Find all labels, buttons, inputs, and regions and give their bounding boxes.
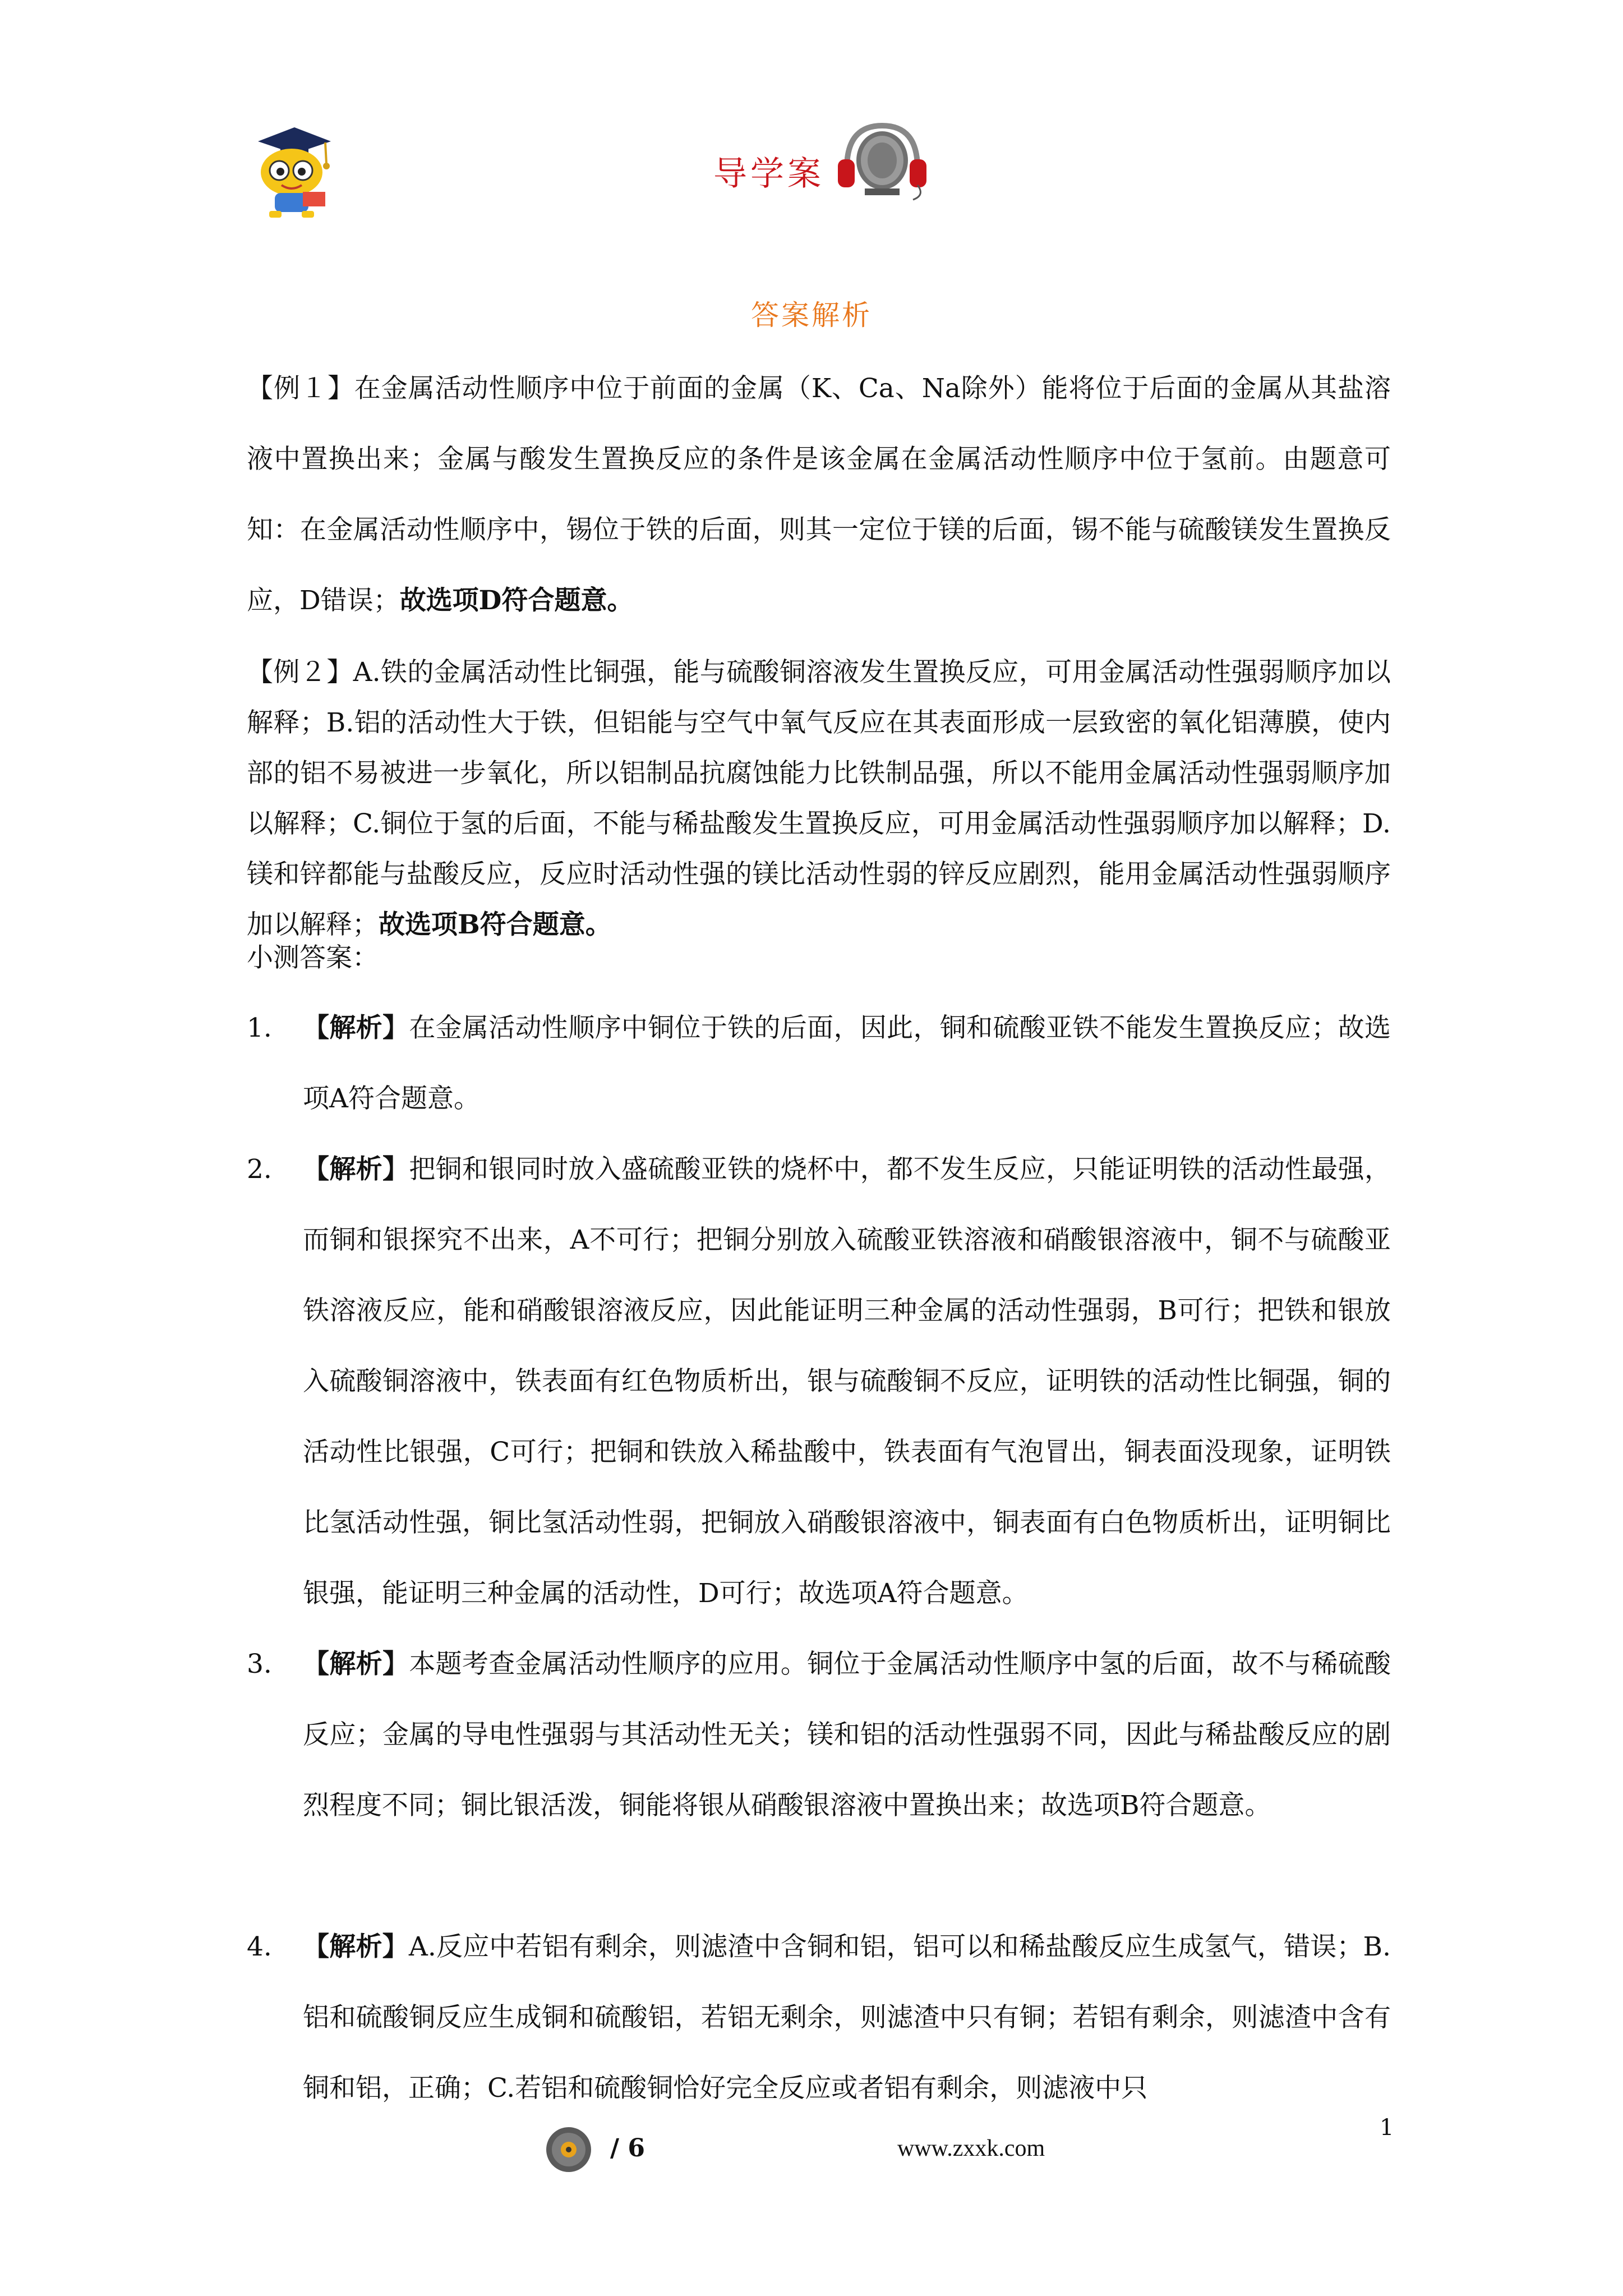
- answer-number: 3.: [247, 1649, 272, 1680]
- page-total: / 6: [610, 2134, 645, 2162]
- answer-item: [247, 993, 1391, 1134]
- quiz-answers-label: 小测答案：: [247, 942, 379, 973]
- footer-website: www.zxxk.com: [897, 2136, 1045, 2161]
- answer-number: 1.: [247, 1013, 272, 1043]
- answer-label: 【解析】: [303, 1013, 409, 1043]
- headphones-logo-icon: [834, 118, 930, 202]
- example-2-conclusion: 故选项B符合题意。: [379, 909, 612, 940]
- example-1-paragraph: [247, 353, 1391, 636]
- example-2-text: 【例２】A.铁的金属活动性比铜强，能与硫酸铜溶液发生置换反应，可用金属活动性强弱顺序加以解释；B.铝的活动性大于铁，但铝能与空气中氧气反应在其表面形成一层致密的氧化铝薄膜，使内部的铝不易被进一步氧化，所以铝制品抗腐蚀能力比铁制品强，所以不能用金属活动性强弱顺序加以解释；C.铜位于氢的后面，不能与稀盐酸发生置换反应，可用金属活动性强弱顺序加以解释；D.镁和锌都能与盐酸反应，反应时活动性强的镁比活动性弱的锌反应剧烈，能用金属活动性强弱顺序加以解释；: [247, 657, 1391, 940]
- example-1-text: 【例１】在金属活动性顺序中位于前面的金属（K、Ca、Na除外）能将位于后面的金属从其盐溶液中置换出来；金属与酸发生置换反应的条件是该金属在金属活动性顺序中位于氢前。由题意可知：在金属活动性顺序中，锡位于铁的后面，则其一定位于镁的后面，锡不能与硫酸镁发生置换反应，D错误；: [247, 373, 1391, 616]
- answer-text: 在金属活动性顺序中铜位于铁的后面，因此，铜和硫酸亚铁不能发生置换反应；故选项A符合题意。: [303, 1013, 1391, 1114]
- example-1-conclusion: 故选项D符合题意。: [399, 585, 634, 616]
- answer-text: 把铜和银同时放入盛硫酸亚铁的烧杯中，都不发生反应，只能证明铁的活动性最强，而铜和银探究不出来，A不可行；把铜分别放入硫酸亚铁溶液和硝酸银溶液中，铜不与硫酸亚铁溶液反应，能和硝酸银溶液反应，因此能证明三种金属的活动性强弱，B可行；把铁和银放入硫酸铜溶液中，铁表面有红色物质析出，银与硫酸铜不反应，证明铁的活动性比铜强，铜的活动性比银强，C可行；把铜和铁放入稀盐酸中，铁表面有气泡冒出，铜表面没现象，证明铁比氢活动性强，铜比氢活动性弱，把铜放入硝酸银溶液中，铜表面有白色物质析出，证明铜比银强，能证明三种金属的活动性，D可行；故选项A符合题意。: [303, 1154, 1391, 1609]
- answer-label: 【解析】: [303, 1649, 409, 1680]
- header-title: 导学案: [713, 154, 824, 194]
- answer-label: 【解析】: [303, 1931, 409, 1962]
- answer-item: [247, 1134, 1391, 1629]
- example-2-paragraph: [247, 647, 1391, 950]
- answer-text: 本题考查金属活动性顺序的应用。铜位于金属活动性顺序中氢的后面，故不与稀硫酸反应；金属的导电性强弱与其活动性无关；镁和铝的活动性强弱不同，因此与稀盐酸反应的剧烈程度不同；铜比银活泼，铜能将银从硝酸银溶液中置换出来；故选项B符合题意。: [303, 1649, 1391, 1821]
- answer-label: 【解析】: [303, 1154, 409, 1185]
- page-number: 1: [1380, 2115, 1394, 2141]
- cd-disc-icon: [545, 2126, 592, 2173]
- answer-text: A.反应中若铝有剩余，则滤渣中含铜和铝，铝可以和稀盐酸反应生成氢气，错误；B.铝和硫酸铜反应生成铜和硫酸铝，若铝无剩余，则滤渣中只有铜；若铝有剩余，则滤渣中含有铜和铝，正确；C.若铝和硫酸铜恰好完全反应或者铝有剩余，则滤液中只: [303, 1931, 1391, 2104]
- student-mascot-icon: [247, 119, 336, 220]
- answer-number: 2.: [247, 1154, 272, 1185]
- section-title: 答案解析: [751, 299, 872, 332]
- answer-item: [247, 1629, 1391, 1841]
- answer-item: [247, 1912, 1391, 2124]
- answer-number: 4.: [247, 1931, 272, 1962]
